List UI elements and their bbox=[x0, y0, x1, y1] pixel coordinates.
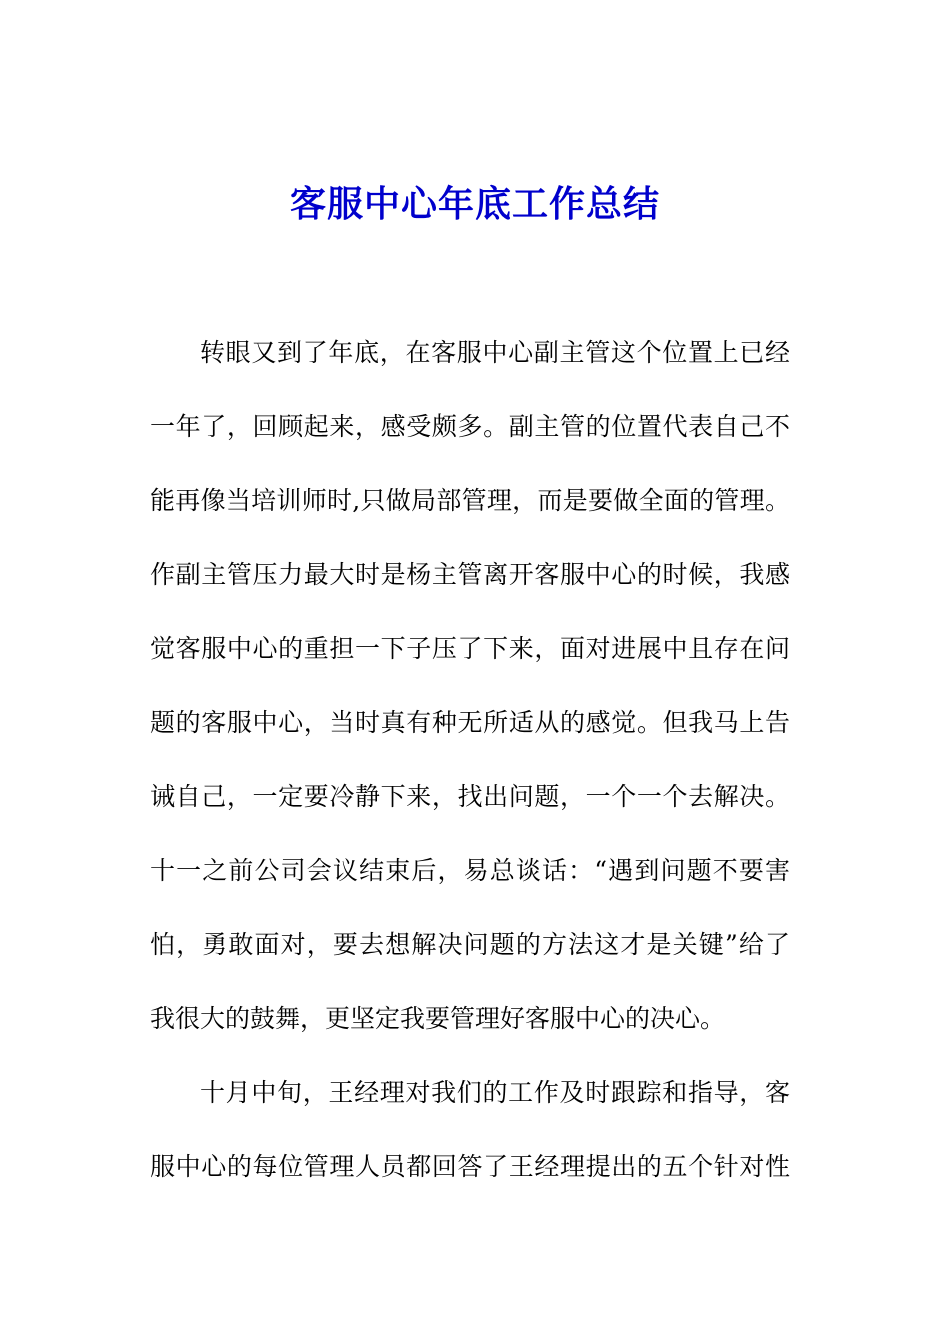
paragraph-1-line-1: 转眼又到了年底，在客服中心副主管这个位置上已经 bbox=[200, 338, 790, 367]
paragraph-1-line-9: 怕，勇敢面对，要去想解决问题的方法这才是关键”给了 bbox=[150, 930, 790, 959]
paragraph-1-line-6: 题的客服中心，当时真有种无所适从的感觉。但我马上告 bbox=[150, 708, 790, 737]
paragraph-1-line-10: 我很大的鼓舞，更坚定我要管理好客服中心的决心。 bbox=[150, 1004, 726, 1033]
paragraph-1-line-3: 能再像当培训师时,只做局部管理，而是要做全面的管理。 bbox=[150, 486, 790, 515]
paragraph-1-line-2: 一年了，回顾起来，感受颇多。副主管的位置代表自己不 bbox=[150, 412, 790, 441]
paragraph-1-line-7: 诫自己，一定要冷静下来，找出问题，一个一个去解决。 bbox=[150, 782, 790, 811]
document-title: 客服中心年底工作总结 bbox=[289, 183, 660, 225]
paragraph-2-line-2: 服中心的每位管理人员都回答了王经理提出的五个针对性 bbox=[150, 1152, 790, 1181]
paragraph-1-line-4: 作副主管压力最大时是杨主管离开客服中心的时候，我感 bbox=[150, 560, 790, 589]
paragraph-2-line-1: 十月中旬，王经理对我们的工作及时跟踪和指导，客 bbox=[200, 1078, 790, 1107]
paragraph-1-line-5: 觉客服中心的重担一下子压了下来，面对进展中且存在问 bbox=[150, 634, 790, 663]
paragraph-1-line-8: 十一之前公司会议结束后，易总谈话：“遇到问题不要害 bbox=[150, 856, 790, 885]
